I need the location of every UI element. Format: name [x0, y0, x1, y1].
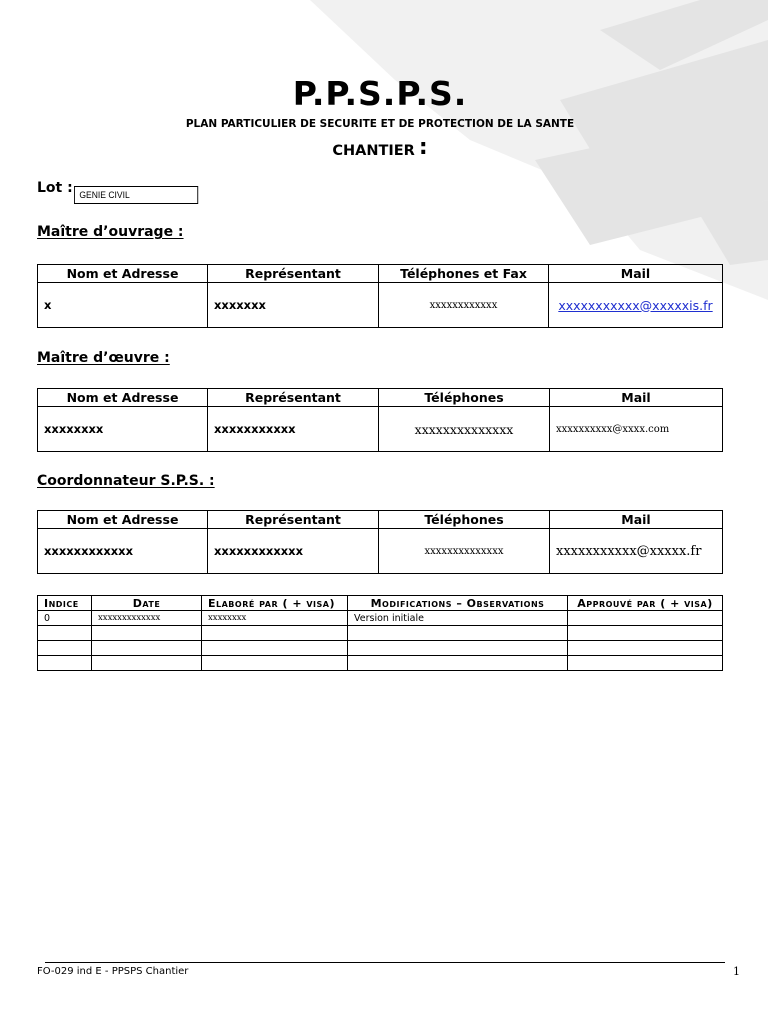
column-header: Nom et Adresse [38, 511, 208, 529]
column-header: Approuvé par ( + visa) [568, 596, 723, 611]
maitre-ouvrage-table [37, 264, 723, 328]
column-header: Représentant [208, 389, 379, 407]
table-header-row [38, 596, 723, 611]
chantier-label: CHANTIER [332, 143, 415, 159]
indice-cell: 0 [38, 611, 92, 626]
mail-cell: xxxxxxxxxxx@xxxxx.fr [550, 529, 723, 574]
lot-label: Lot : [37, 180, 73, 196]
column-header: Nom et Adresse [38, 389, 208, 407]
indice-cell [38, 656, 92, 671]
representative-cell: xxxxxxxxxxxx [208, 529, 379, 574]
column-header: Nom et Adresse [38, 265, 208, 283]
representative-cell: xxxxxxxxxxx [208, 407, 379, 452]
modifications-cell: Version initiale [348, 611, 568, 626]
table-row [38, 529, 723, 574]
column-header: Téléphones [379, 511, 550, 529]
indice-cell [38, 626, 92, 641]
lot-field[interactable]: GENIE CIVIL [74, 186, 198, 204]
column-header: Représentant [208, 511, 379, 529]
column-header: Modifications – Observations [348, 596, 568, 611]
coordonnateur-table [37, 510, 723, 574]
phone-cell: xxxxxxxxxxxxxx [379, 529, 550, 574]
table-row [38, 656, 723, 671]
approuve-cell [568, 626, 723, 641]
column-header: Indice [38, 596, 92, 611]
elabore-cell [202, 656, 348, 671]
phone-cell: xxxxxxxxxxxx [379, 283, 549, 328]
column-header: Mail [550, 389, 723, 407]
date-cell: xxxxxxxxxxxxx [92, 611, 202, 626]
column-header: Représentant [208, 265, 379, 283]
modifications-cell [348, 641, 568, 656]
chantier-colon: : [418, 135, 428, 160]
coordonnateur-heading: Coordonnateur S.P.S. : [37, 473, 215, 489]
approuve-cell [568, 656, 723, 671]
document-title: P.P.S.P.S. [292, 74, 468, 113]
column-header: Date [92, 596, 202, 611]
representative-cell: xxxxxxx [208, 283, 379, 328]
modifications-cell [348, 656, 568, 671]
table-row [38, 641, 723, 656]
table-header-row [38, 389, 723, 407]
approuve-cell [568, 641, 723, 656]
mail-link[interactable]: xxxxxxxxxxx@xxxxxis.fr [558, 297, 713, 313]
chantier-heading [0, 137, 760, 162]
column-header: Mail [550, 511, 723, 529]
column-header: Mail [549, 265, 723, 283]
name-address-cell: xxxxxxxx [38, 407, 208, 452]
footer-page-number: 1 [733, 965, 740, 978]
table-row [38, 283, 723, 328]
footer-divider [45, 962, 725, 963]
date-cell [92, 656, 202, 671]
maitre-oeuvre-table [37, 388, 723, 452]
elabore-cell: xxxxxxxx [202, 611, 348, 626]
phone-cell: xxxxxxxxxxxxxx [379, 407, 550, 452]
column-header: Elaboré par ( + visa) [202, 596, 348, 611]
indice-cell [38, 641, 92, 656]
name-address-cell: xxxxxxxxxxxx [38, 529, 208, 574]
table-header-row [38, 265, 723, 283]
column-header: Téléphones et Fax [379, 265, 549, 283]
column-header: Téléphones [379, 389, 550, 407]
table-row [38, 626, 723, 641]
elabore-cell [202, 641, 348, 656]
document-subtitle: PLAN PARTICULIER DE SECURITE ET DE PROTECTION DE LA SANTE [185, 118, 575, 130]
name-address-cell: x [38, 283, 208, 328]
revisions-table [37, 595, 723, 671]
table-row [38, 407, 723, 452]
table-header-row [38, 511, 723, 529]
modifications-cell [348, 626, 568, 641]
date-cell [92, 626, 202, 641]
approuve-cell [568, 611, 723, 626]
maitre-oeuvre-heading: Maître d’œuvre : [37, 350, 170, 366]
elabore-cell [202, 626, 348, 641]
mail-cell [549, 283, 723, 328]
date-cell [92, 641, 202, 656]
mail-cell: xxxxxxxxxx@xxxx.com [550, 407, 723, 452]
footer-document-reference: FO-029 ind E - PPSPS Chantier [37, 966, 189, 977]
maitre-ouvrage-heading: Maître d’ouvrage : [37, 224, 184, 240]
table-row [38, 611, 723, 626]
